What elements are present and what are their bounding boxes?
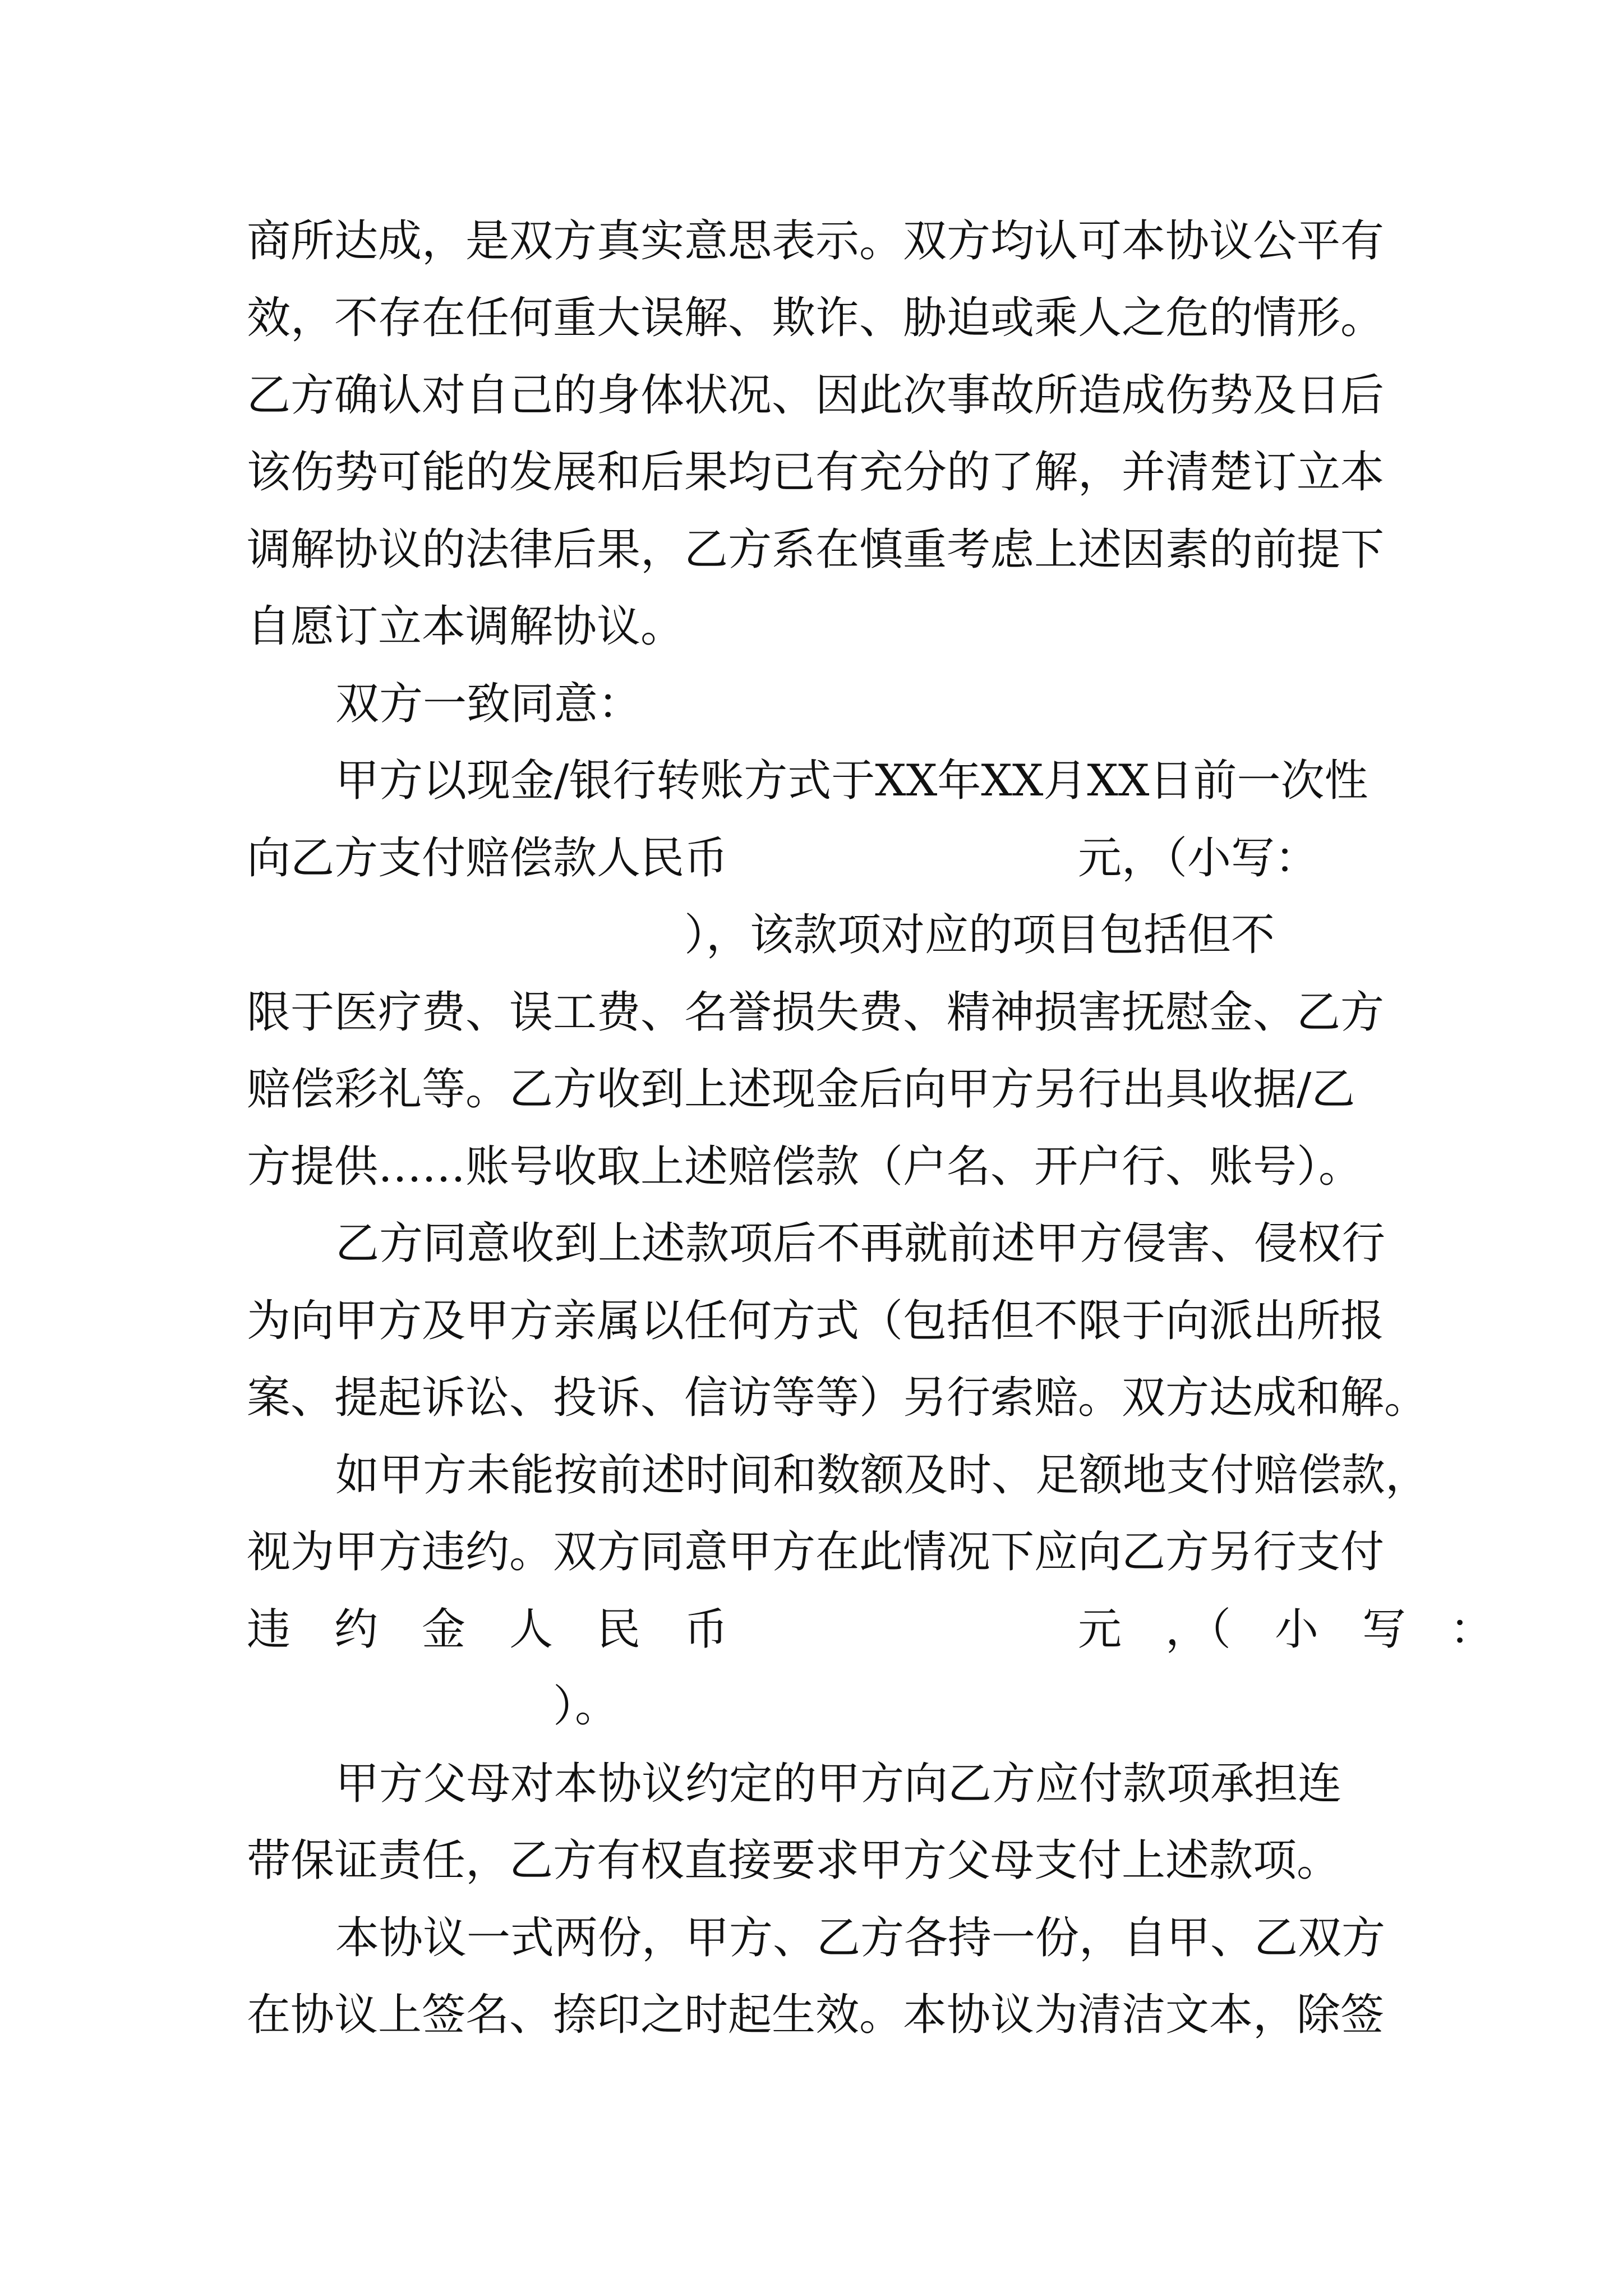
text-line: 本协议一式两份，甲方、乙方各持一份，自甲、乙双方 [335,1913,1386,1963]
text-line: 向乙方支付赔偿款人民币 元，（小写： [247,833,1319,884]
text-line: 自愿订立本调解协议。 [247,601,685,652]
text-line: 调解协议的法律后果，乙方系在慎重考虑上述因素的前提下 [247,524,1385,575]
text-line: 赔偿彩礼等。乙方收到上述现金后向甲方另行出具收据/乙 [247,1064,1355,1115]
text-line: 乙方同意收到上述款项后不再就前述甲方侵害、侵权行 [335,1218,1386,1269]
text-line: 如甲方未能按前述时间和数额及时、足额地支付赔偿款， [335,1450,1430,1501]
text-line: 甲方父母对本协议约定的甲方向乙方应付款项承担连 [335,1759,1342,1809]
text-line: 带保证责任，乙方有权直接要求甲方父母支付上述款项。 [247,1835,1341,1886]
text-line: 案、提起诉讼、投诉、信访等等）另行索赔。双方达成和解。 [247,1373,1428,1423]
text-line: 双方一致同意： [335,679,642,729]
text-line: 乙方确认对自己的身体状况、因此次事故所造成伤势及日后 [247,370,1385,421]
text-line: 为向甲方及甲方亲属以任何方式（包括但不限于向派出所报 [247,1296,1385,1346]
text-line: 方提供……账号收取上述赔偿款（户名、开户行、账号）。 [247,1142,1363,1192]
text-line: 视为甲方违约。双方同意甲方在此情况下应向乙方另行支付 [247,1527,1385,1577]
text-line: 违 约 金 人 民 币 元 ，（ 小 写 ： [247,1604,1494,1655]
text-line: ），该款项对应的项目包括但不 [247,910,1275,960]
text-line: 商所达成，是双方真实意思表示。双方均认可本协议公平有 [247,216,1385,266]
text-line: 在协议上签名、捺印之时起生效。本协议为清洁文本，除签 [247,1990,1385,2040]
text-line: ）。 [247,1681,619,1732]
text-line: 限于医疗费、误工费、名誉损失费、精神损害抚慰金、乙方 [247,987,1385,1038]
text-line: 该伤势可能的发展和后果均已有充分的了解，并清楚订立本 [247,447,1385,498]
text-line: 效，不存在任何重大误解、欺诈、胁迫或乘人之危的情形。 [247,293,1385,343]
text-line: 甲方以现金/银行转账方式于XX年XX月XX日前一次性 [335,756,1368,806]
